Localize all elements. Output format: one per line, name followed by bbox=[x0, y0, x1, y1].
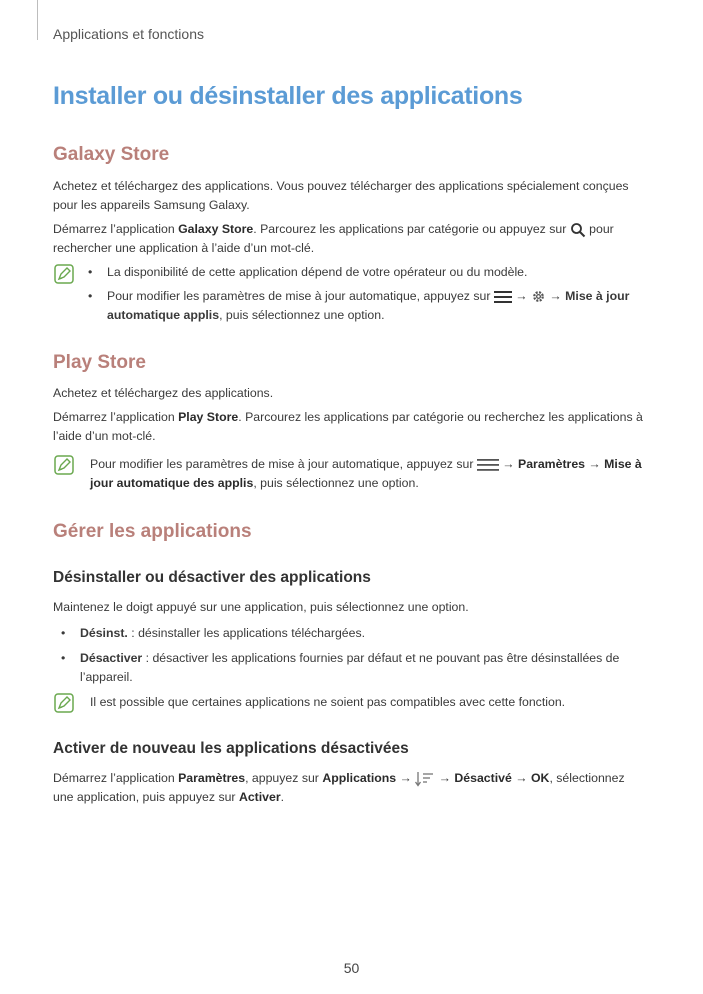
reactivate-instructions: Démarrez l’application Paramètres, appuyez sur Applications → → Désactivé → OK, sélectionnez une application, puis appuyez sur Activer. bbox=[53, 771, 625, 804]
play-store-heading: Play Store bbox=[53, 352, 146, 373]
note-icon bbox=[54, 264, 74, 284]
gear-icon bbox=[531, 289, 546, 304]
uninstall-options bbox=[61, 624, 645, 687]
galaxy-store-intro: Achetez et téléchargez des applications. Vous pouvez télécharger des applications spécialement conçues pour les appareils Samsung Galaxy. bbox=[53, 179, 629, 212]
menu-icon bbox=[494, 290, 512, 304]
uninstall-intro: Maintenez le doigt appuyé sur une application, puis sélectionnez une option. bbox=[53, 600, 469, 614]
page-number: 50 bbox=[343, 960, 360, 976]
compatibility-note: Il est possible que certaines applications ne soient pas compatibles avec cette fonction. bbox=[90, 695, 566, 709]
play-store-intro: Achetez et téléchargez des applications. bbox=[53, 386, 274, 400]
manage-apps-heading: Gérer les applications bbox=[53, 521, 252, 542]
list-item: • Désactiver : désactiver les applications fournies par défaut et ne pouvant pas être désinstallées de l’appareil. bbox=[61, 651, 620, 684]
galaxy-store-notes bbox=[88, 263, 647, 325]
page-header: Applications et fonctions bbox=[53, 26, 204, 42]
menu-icon bbox=[477, 458, 499, 472]
galaxy-store-instructions: Démarrez l’application Galaxy Store. Parcourez les applications par catégorie ou appuyez sur pour rechercher une application à l’aide d’un mot-clé. bbox=[53, 222, 614, 255]
list-item: • Pour modifier les paramètres de mise à jour automatique, appuyez sur → → Mise à jour automatique applis, puis sélectionnez une option. bbox=[88, 289, 630, 322]
list-item: • La disponibilité de cette application dépend de votre opérateur ou du modèle. bbox=[88, 265, 528, 279]
play-store-note: Pour modifier les paramètres de mise à jour automatique, appuyez sur → Paramètres → Mise à jour automatique des applis, puis sélectionnez une option. bbox=[90, 457, 642, 490]
list-item: • Désinst. : désinstaller les applications téléchargées. bbox=[61, 626, 366, 640]
galaxy-store-heading: Galaxy Store bbox=[53, 144, 170, 165]
page-title: Installer ou désinstaller des applications bbox=[53, 82, 523, 110]
reactivate-subheading: Activer de nouveau les applications désactivées bbox=[53, 740, 409, 757]
note-icon bbox=[54, 455, 74, 475]
note-icon bbox=[54, 693, 74, 713]
uninstall-subheading: Désinstaller ou désactiver des applications bbox=[53, 569, 371, 586]
play-store-instructions: Démarrez l’application Play Store. Parcourez les applications par catégorie ou recherchez les applications à l’aide d’un mot-clé. bbox=[53, 410, 643, 443]
header-divider bbox=[37, 0, 38, 40]
sort-icon bbox=[415, 771, 435, 787]
search-icon bbox=[570, 222, 586, 238]
